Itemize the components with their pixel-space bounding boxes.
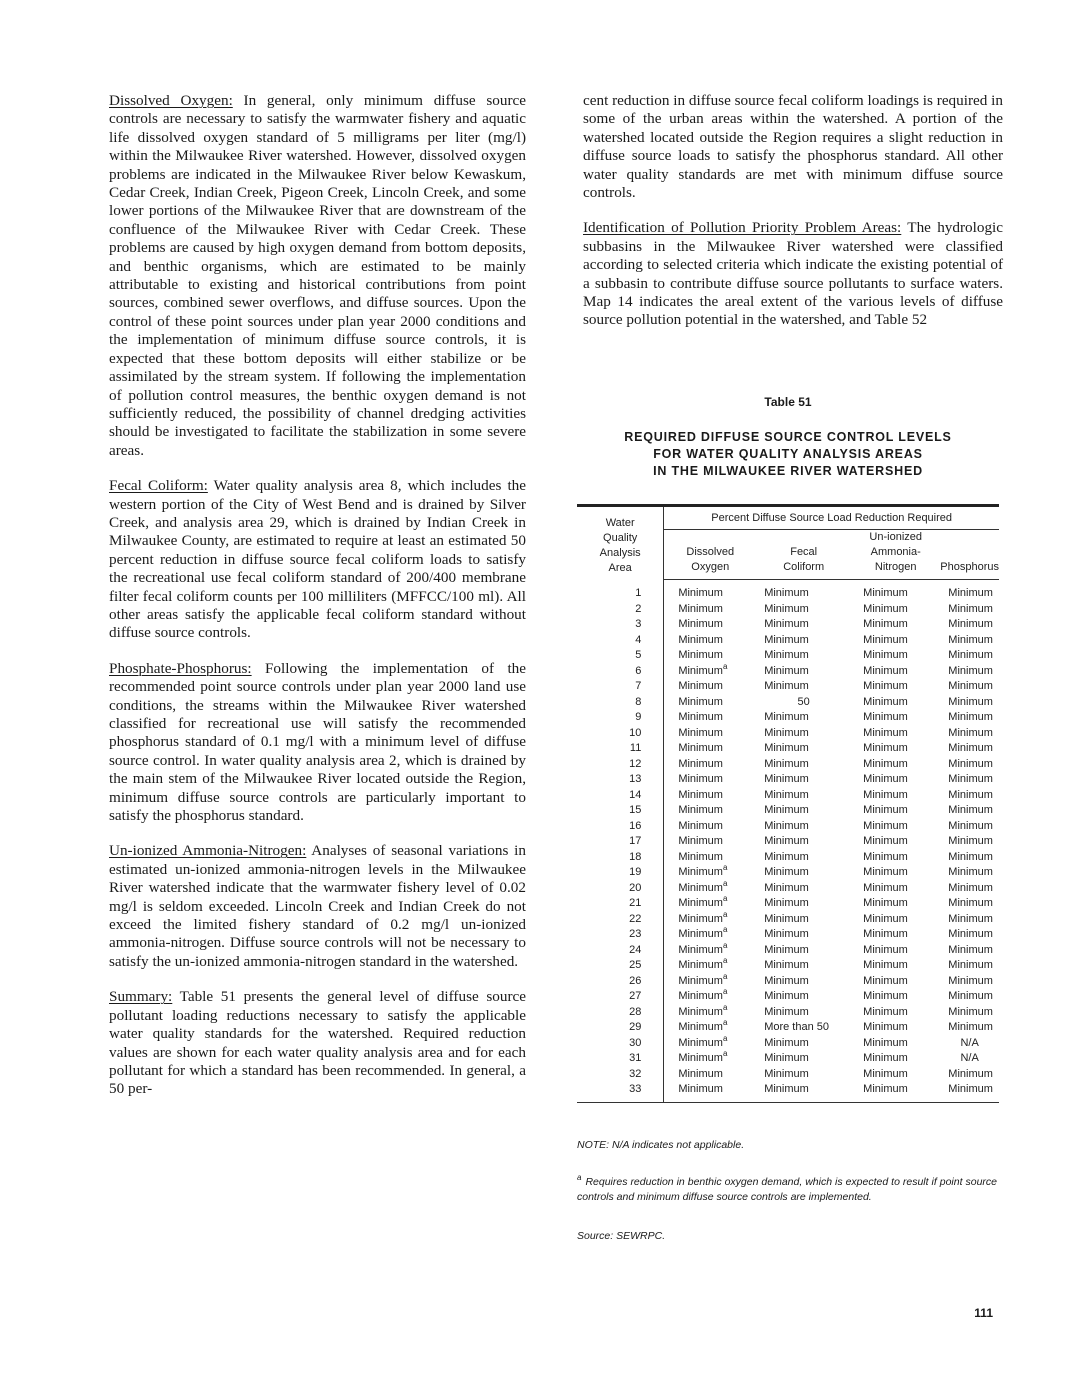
- table-title-line: REQUIRED DIFFUSE SOURCE CONTROL LEVELS: [624, 430, 952, 444]
- cell-area: 27: [577, 989, 664, 1005]
- cell-fecal-coliform: Minimum: [764, 711, 809, 723]
- cell-value: Minimum: [678, 633, 723, 646]
- cell-area: 3: [577, 617, 664, 633]
- table-row: [577, 819, 999, 835]
- cell-value: Minimum: [678, 1021, 723, 1033]
- paragraph: [583, 92, 1003, 202]
- header-area-line: Analysis: [599, 546, 641, 559]
- cell-fecal-coliform: Minimum: [764, 1052, 809, 1064]
- cell-dissolved-oxygen: [664, 580, 756, 602]
- cell-ammonia-nitrogen: Minimum: [863, 804, 908, 816]
- cell-ammonia-nitrogen: Minimum: [863, 943, 908, 956]
- paragraph-heading: Identification of Pollution Priority Problem Areas:: [583, 219, 902, 237]
- cell-value: Minimum: [678, 959, 723, 971]
- cell-dissolved-oxygen: [664, 971, 756, 990]
- table-row: [577, 943, 999, 959]
- cell-value: Minimum: [678, 757, 723, 770]
- footnote-marker: a: [577, 1173, 582, 1182]
- cell-fecal-coliform: Minimum: [764, 633, 809, 646]
- cell-ammonia-nitrogen: Minimum: [863, 897, 908, 909]
- cell-value: Minimum: [678, 990, 723, 1002]
- table-row: [577, 741, 999, 757]
- cell-fecal-coliform: Minimum: [764, 1083, 809, 1095]
- cell-area: 4: [577, 633, 664, 649]
- cell-ammonia-nitrogen: Minimum: [863, 680, 908, 692]
- cell-area: 20: [577, 881, 664, 897]
- cell-fecal-coliform: Minimum: [764, 773, 809, 785]
- cell-dissolved-oxygen: [664, 1067, 756, 1083]
- cell-phosphorus: Minimum: [948, 1021, 993, 1033]
- cell-phosphorus: Minimum: [948, 711, 993, 723]
- cell-fecal-coliform: Minimum: [764, 897, 809, 909]
- cell-value: Minimum: [678, 773, 723, 785]
- cell-area: 21: [577, 896, 664, 912]
- table-row: [577, 896, 999, 912]
- cell-ammonia-nitrogen: Minimum: [863, 1021, 908, 1033]
- column-header-line: Un-ionized: [869, 531, 923, 543]
- footnote-ref: a: [722, 1033, 728, 1043]
- table-row: [577, 1036, 999, 1052]
- table-row: [577, 927, 999, 943]
- cell-area: 31: [577, 1051, 664, 1067]
- cell-value: Minimum: [678, 819, 723, 832]
- cell-fecal-coliform: Minimum: [764, 1036, 809, 1049]
- cell-fecal-coliform: Minimum: [764, 959, 809, 971]
- cell-phosphorus: Minimum: [948, 990, 993, 1002]
- cell-area: 13: [577, 772, 664, 788]
- cell-area: 16: [577, 819, 664, 835]
- cell-phosphorus: Minimum: [948, 819, 993, 832]
- table-row: [577, 834, 999, 850]
- cell-fecal-coliform: Minimum: [764, 1067, 809, 1080]
- cell-value: Minimum: [678, 804, 723, 816]
- cell-phosphorus: Minimum: [948, 850, 993, 863]
- control-levels-table: [577, 507, 999, 1102]
- paragraph-text: In general, only minimum diffuse source controls are necessary to satisfy the warmwater fishery and aquatic life dissolved oxygen standard of 5 milligrams per liter (mg/l) within the Milwaukee River watershed. However, dissolved oxygen problems are indicated in the Milwaukee River below Kewaskum, Cedar Creek, Indian Creek, Pigeon Creek, Lincoln Creek, and some lower portions of the Milwaukee River that are downstream of the confluence of the Milwaukee River with Cedar Creek. These problems are caused by high oxygen demand from bottom deposits, and benthic organisms, which are estimated to be mainly attributable to existing and historical contributions from point sources, combined sewer overflows, and diffuse sources. Upon the control of these point sources under plan year 2000 conditions and the implementation of minimum diffuse source controls, it is expected that these bottom deposits will either stabilize or be assimilated by the stream system. If following the implementation of pollution control measures, the benthic oxygen demand is not sufficiently reduced, the possibility of channel dredging activities should be investigated to facilitate the stabilization in some severe areas.: [109, 92, 526, 459]
- cell-fecal-coliform: Minimum: [764, 602, 809, 615]
- cell-area: 32: [577, 1067, 664, 1083]
- cell-value: Minimum: [678, 943, 723, 956]
- column-header-line: Oxygen: [691, 561, 730, 573]
- cell-value: Minimum: [678, 974, 723, 987]
- cell-phosphorus: Minimum: [948, 602, 993, 615]
- table-row: [577, 602, 999, 618]
- cell-value: Minimum: [678, 912, 723, 925]
- cell-fecal-coliform: Minimum: [764, 664, 809, 677]
- cell-area: 15: [577, 803, 664, 819]
- cell-fecal-coliform: Minimum: [764, 1005, 809, 1018]
- cell-fecal-coliform: Minimum: [764, 587, 809, 599]
- table-bottom-rule: [577, 1102, 999, 1103]
- cell-value: Minimum: [678, 866, 723, 878]
- cell-dissolved-oxygen: [664, 617, 756, 633]
- cell-ammonia-nitrogen: Minimum: [863, 664, 908, 677]
- cell-value: Minimum: [678, 1067, 723, 1080]
- cell-phosphorus: Minimum: [948, 773, 993, 785]
- cell-dissolved-oxygen: [664, 710, 756, 726]
- cell-phosphorus: Minimum: [948, 804, 993, 816]
- footnote-ref: a: [722, 940, 728, 950]
- paragraph-heading: Dissolved Oxygen:: [109, 92, 233, 109]
- cell-phosphorus: Minimum: [948, 742, 993, 754]
- cell-dissolved-oxygen: [664, 958, 756, 974]
- table-row: [577, 695, 999, 711]
- header-area-line: Water: [605, 516, 635, 529]
- cell-dissolved-oxygen: [664, 757, 756, 773]
- cell-dissolved-oxygen: [664, 1020, 756, 1036]
- cell-ammonia-nitrogen: Minimum: [863, 649, 908, 661]
- cell-value: Minimum: [678, 726, 723, 739]
- paragraph: [109, 92, 526, 460]
- table-footnote: [577, 1170, 997, 1205]
- table-title-line: FOR WATER QUALITY ANALYSIS AREAS: [653, 447, 923, 461]
- column-header-line: Dissolved: [686, 546, 735, 558]
- cell-ammonia-nitrogen: Minimum: [863, 726, 908, 739]
- cell-ammonia-nitrogen: Minimum: [863, 633, 908, 646]
- cell-phosphorus: Minimum: [948, 959, 993, 971]
- cell-phosphorus: Minimum: [948, 1067, 993, 1080]
- cell-phosphorus: Minimum: [948, 1083, 993, 1095]
- cell-fecal-coliform: Minimum: [764, 866, 809, 878]
- column-header: [664, 530, 756, 580]
- paragraph: [583, 219, 1003, 329]
- cell-area: 24: [577, 943, 664, 959]
- cell-ammonia-nitrogen: Minimum: [863, 1052, 908, 1064]
- cell-dissolved-oxygen: [664, 633, 756, 649]
- cell-fecal-coliform: Minimum: [764, 788, 809, 801]
- cell-area: 8: [577, 695, 664, 711]
- cell-value: Minimum: [678, 835, 723, 847]
- table-row: [577, 710, 999, 726]
- cell-phosphorus: Minimum: [948, 881, 993, 894]
- cell-ammonia-nitrogen: Minimum: [863, 1067, 908, 1080]
- footnote-ref: a: [722, 925, 728, 934]
- table-row: [577, 1020, 999, 1036]
- cell-phosphorus: Minimum: [948, 1005, 993, 1018]
- cell-fecal-coliform: More than 50: [764, 1021, 830, 1033]
- cell-phosphorus: Minimum: [948, 974, 993, 987]
- cell-phosphorus: Minimum: [948, 928, 993, 940]
- cell-ammonia-nitrogen: Minimum: [863, 711, 908, 723]
- cell-dissolved-oxygen: [664, 788, 756, 804]
- cell-phosphorus: Minimum: [948, 664, 993, 677]
- footnote-ref: a: [722, 863, 728, 872]
- table-row: [577, 989, 999, 1005]
- column-header-line: Nitrogen: [874, 561, 917, 573]
- cell-fecal-coliform: Minimum: [764, 943, 809, 956]
- cell-dissolved-oxygen: [664, 896, 756, 912]
- header-area-line: Quality: [603, 531, 638, 544]
- cell-area: 2: [577, 602, 664, 618]
- cell-dissolved-oxygen: [664, 878, 756, 897]
- paragraph-heading: Fecal Coliform:: [109, 477, 208, 495]
- cell-fecal-coliform: Minimum: [764, 742, 809, 754]
- cell-phosphorus: Minimum: [948, 695, 993, 708]
- footnote-ref: a: [722, 1002, 728, 1012]
- paragraph-heading: Un-ionized Ammonia-Nitrogen:: [109, 842, 307, 860]
- cell-value: Minimum: [678, 618, 723, 630]
- cell-ammonia-nitrogen: Minimum: [863, 1036, 908, 1049]
- cell-value: Minimum: [678, 649, 723, 661]
- table-row: [577, 617, 999, 633]
- cell-dissolved-oxygen: [664, 909, 756, 928]
- footnote-ref: a: [722, 661, 728, 671]
- cell-ammonia-nitrogen: Minimum: [863, 866, 908, 878]
- cell-area: 19: [577, 865, 664, 881]
- table-row: [577, 850, 999, 866]
- paragraph-text: Table 51 presents the general level of diffuse source pollutant loading reductions necessary to satisfy the applicable water quality standards for the watershed. Required reduction values are shown for each water quality analysis area and for each pollutant for which a standard has been recommended. In general, a 50 per-: [109, 988, 526, 1098]
- cell-value: Minimum: [678, 897, 723, 909]
- table-row: [577, 757, 999, 773]
- cell-phosphorus: Minimum: [948, 757, 993, 770]
- footnote-ref: a: [722, 909, 728, 919]
- cell-dissolved-oxygen: [664, 850, 756, 866]
- paragraph: [109, 477, 526, 643]
- footnote-ref: a: [722, 894, 728, 903]
- table-row: [577, 1051, 999, 1067]
- cell-dissolved-oxygen: [664, 1051, 756, 1067]
- table-row: [577, 958, 999, 974]
- column-header-line: Coliform: [783, 561, 825, 573]
- cell-ammonia-nitrogen: Minimum: [863, 1083, 908, 1095]
- cell-value: Minimum: [678, 1005, 723, 1018]
- cell-area: 28: [577, 1005, 664, 1021]
- cell-ammonia-nitrogen: Minimum: [863, 757, 908, 770]
- cell-fecal-coliform: Minimum: [764, 881, 809, 894]
- cell-value: Minimum: [678, 664, 723, 677]
- cell-fecal-coliform: Minimum: [764, 835, 809, 847]
- column-header-line: Fecal: [790, 546, 818, 558]
- cell-dissolved-oxygen: [664, 940, 756, 959]
- table-title: [577, 429, 999, 480]
- column-header-line: Phosphorus: [940, 561, 999, 573]
- cell-ammonia-nitrogen: Minimum: [863, 959, 908, 971]
- cell-dissolved-oxygen: [664, 741, 756, 757]
- page-number: 111: [974, 1306, 993, 1320]
- cell-fecal-coliform: Minimum: [764, 819, 809, 832]
- footnote-ref: a: [722, 987, 728, 996]
- cell-phosphorus: Minimum: [948, 587, 993, 599]
- cell-fecal-coliform: Minimum: [764, 804, 809, 816]
- cell-ammonia-nitrogen: Minimum: [863, 742, 908, 754]
- cell-area: 17: [577, 834, 664, 850]
- cell-phosphorus: Minimum: [948, 943, 993, 956]
- cell-phosphorus: Minimum: [948, 633, 993, 646]
- paragraph-heading: Phosphate-Phosphorus:: [109, 659, 252, 677]
- cell-value: Minimum: [678, 881, 723, 894]
- paragraph-text: cent reduction in diffuse source fecal coliform loadings is required in some of the urban areas within the watershed. A portion of the watershed located outside the Region requires a slight reduction in diffuse source loads to satisfy the phosphorus standard. All other water quality standards are met with minimum diffuse source controls.: [583, 92, 1003, 202]
- cell-area: 10: [577, 726, 664, 742]
- cell-dissolved-oxygen: [664, 648, 756, 664]
- cell-dissolved-oxygen: [664, 726, 756, 742]
- cell-value: Minimum: [678, 1052, 723, 1064]
- cell-ammonia-nitrogen: Minimum: [863, 602, 908, 615]
- cell-ammonia-nitrogen: Minimum: [863, 881, 908, 894]
- cell-value: Minimum: [678, 1036, 723, 1049]
- footnote-ref: a: [722, 1018, 728, 1027]
- cell-fecal-coliform: Minimum: [764, 680, 809, 692]
- left-column: [109, 92, 526, 1099]
- table-51: [577, 395, 999, 1103]
- cell-dissolved-oxygen: [664, 865, 756, 881]
- cell-phosphorus: N/A: [960, 1036, 979, 1049]
- cell-value: Minimum: [678, 711, 723, 723]
- table-row: [577, 865, 999, 881]
- cell-ammonia-nitrogen: Minimum: [863, 835, 908, 847]
- cell-phosphorus: Minimum: [948, 897, 993, 909]
- footnote-ref: a: [722, 878, 728, 888]
- cell-dissolved-oxygen: [664, 819, 756, 835]
- cell-phosphorus: Minimum: [948, 835, 993, 847]
- cell-phosphorus: Minimum: [948, 649, 993, 661]
- cell-phosphorus: Minimum: [948, 680, 993, 692]
- cell-area: 25: [577, 958, 664, 974]
- cell-fecal-coliform: Minimum: [764, 912, 809, 925]
- cell-ammonia-nitrogen: Minimum: [863, 695, 908, 708]
- table-row: [577, 580, 999, 602]
- column-header: [851, 530, 940, 580]
- cell-ammonia-nitrogen: Minimum: [863, 587, 908, 599]
- cell-phosphorus: Minimum: [948, 726, 993, 739]
- cell-value: Minimum: [678, 788, 723, 801]
- cell-area: 11: [577, 741, 664, 757]
- cell-dissolved-oxygen: [664, 1033, 756, 1052]
- cell-dissolved-oxygen: [664, 834, 756, 850]
- cell-fecal-coliform: 50: [797, 695, 810, 708]
- cell-fecal-coliform: Minimum: [764, 990, 809, 1002]
- table-row: [577, 772, 999, 788]
- column-header-line: Ammonia-: [870, 546, 921, 558]
- table-number: Table 51: [764, 395, 812, 409]
- cell-ammonia-nitrogen: Minimum: [863, 990, 908, 1002]
- paragraph: [109, 988, 526, 1098]
- right-column: [583, 92, 1003, 330]
- cell-dissolved-oxygen: [664, 695, 756, 711]
- paragraph-text: Analyses of seasonal variations in estimated un-ionized ammonia-nitrogen levels in the Milwaukee River watershed indicate that the warmwater fishery level of 0.02 mg/l is seldom exceeded. Lincoln Creek and Indian Creek do not exceed the limited fishery standard of 0.2 mg/l un-ionized ammonia-nitrogen. Diffuse source controls will not be necessary to satisfy the un-ionized ammonia-nitrogen standard in the watershed.: [109, 842, 526, 970]
- cell-value: Minimum: [678, 602, 723, 615]
- table-row: [577, 648, 999, 664]
- cell-ammonia-nitrogen: Minimum: [863, 819, 908, 832]
- table-source: Source: SEWRPC.: [577, 1230, 666, 1242]
- cell-phosphorus: Minimum: [948, 912, 993, 925]
- cell-area: 23: [577, 927, 664, 943]
- cell-value: Minimum: [678, 928, 723, 940]
- cell-ammonia-nitrogen: Minimum: [863, 788, 908, 801]
- paragraph-text: Water quality analysis area 8, which includes the western portion of the City of West Bend and is drained by Silver Creek, and analysis area 29, which is drained by Indian Creek in Milwaukee County, are estimated to require at least an estimated 50 percent reduction in diffuse source fecal coliform loads to satisfy the recreational use fecal coliform standard of 200/400 membrane filter fecal coliform counts per 100 milliliters (MFFCC/100 ml). All other areas satisfy the applicable fecal coliform standard without diffuse source controls.: [109, 477, 526, 642]
- cell-value: Minimum: [678, 587, 723, 599]
- cell-ammonia-nitrogen: Minimum: [863, 773, 908, 785]
- cell-fecal-coliform: Minimum: [764, 974, 809, 987]
- cell-fecal-coliform: Minimum: [764, 618, 809, 630]
- footnote-ref: a: [722, 971, 728, 981]
- cell-fecal-coliform: Minimum: [764, 928, 809, 940]
- cell-phosphorus: Minimum: [948, 788, 993, 801]
- cell-area: 1: [577, 580, 664, 602]
- cell-ammonia-nitrogen: Minimum: [863, 618, 908, 630]
- table-row: [577, 1082, 999, 1102]
- cell-area: 5: [577, 648, 664, 664]
- cell-fecal-coliform: Minimum: [764, 726, 809, 739]
- cell-fecal-coliform: Minimum: [764, 649, 809, 661]
- cell-area: 22: [577, 912, 664, 928]
- cell-ammonia-nitrogen: Minimum: [863, 850, 908, 863]
- table-row: [577, 679, 999, 695]
- cell-value: Minimum: [678, 850, 723, 863]
- cell-value: Minimum: [678, 742, 723, 754]
- header-span: Percent Diffuse Source Load Reduction Required: [664, 507, 999, 530]
- paragraph-text: The hydrologic subbasins in the Milwaukee River watershed were classified according to selected criteria which indicate the existing potential of a subbasin to contribute diffuse source pollutants to surface waters. Map 14 indicates the areal extent of the various levels of diffuse source pollution potential in the watershed, and Table 52: [583, 219, 1003, 329]
- table-row: [577, 664, 999, 680]
- cell-area: 9: [577, 710, 664, 726]
- cell-dissolved-oxygen: [664, 1002, 756, 1021]
- cell-dissolved-oxygen: [664, 661, 756, 680]
- footnote-ref: a: [722, 956, 728, 965]
- cell-area: 26: [577, 974, 664, 990]
- cell-area: 29: [577, 1020, 664, 1036]
- table-row: [577, 1067, 999, 1083]
- cell-dissolved-oxygen: [664, 989, 756, 1005]
- table-row: [577, 881, 999, 897]
- column-header: [940, 530, 999, 580]
- paragraph: [109, 842, 526, 971]
- table-note: NOTE: N/A indicates not applicable.: [577, 1139, 745, 1151]
- cell-dissolved-oxygen: [664, 602, 756, 618]
- cell-area: 33: [577, 1082, 664, 1102]
- cell-area: 6: [577, 664, 664, 680]
- cell-area: 12: [577, 757, 664, 773]
- footnote-text: Requires reduction in benthic oxygen demand, which is expected to result if point source controls and minimum diffuse source controls are implemented.: [577, 1176, 997, 1203]
- cell-value: Minimum: [678, 680, 723, 692]
- cell-dissolved-oxygen: [664, 679, 756, 695]
- paragraph-text: Following the implementation of the recommended point source controls under plan year 2000 land use conditions, the streams within the Milwaukee River watershed classified for recreational use will satisfy the recommended phosphorus standard of 0.1 mg/l with a minimum level of diffuse source control. In water quality analysis area 2, which is drained by the main stem of the Milwaukee River located outside the Region, minimum diffuse source controls are particularly important to satisfy the phosphorus standard.: [109, 659, 526, 825]
- table-row: [577, 1005, 999, 1021]
- cell-ammonia-nitrogen: Minimum: [863, 928, 908, 940]
- cell-fecal-coliform: Minimum: [764, 757, 809, 770]
- cell-value: Minimum: [678, 695, 723, 708]
- paragraph-heading: Summary:: [109, 988, 173, 1006]
- column-header: [756, 530, 851, 580]
- cell-ammonia-nitrogen: Minimum: [863, 974, 908, 987]
- cell-ammonia-nitrogen: Minimum: [863, 912, 908, 925]
- cell-value: Minimum: [678, 1083, 723, 1095]
- cell-ammonia-nitrogen: Minimum: [863, 1005, 908, 1018]
- table-row: [577, 633, 999, 649]
- cell-phosphorus: Minimum: [948, 618, 993, 630]
- paragraph: [109, 660, 526, 826]
- table-row: [577, 974, 999, 990]
- cell-area: 18: [577, 850, 664, 866]
- cell-phosphorus: Minimum: [948, 866, 993, 878]
- table-row: [577, 803, 999, 819]
- header-area: [577, 507, 664, 580]
- table-row: [577, 726, 999, 742]
- cell-phosphorus: N/A: [960, 1052, 979, 1064]
- cell-dissolved-oxygen: [664, 1082, 756, 1102]
- table-title-line: IN THE MILWAUKEE RIVER WATERSHED: [653, 464, 923, 478]
- cell-area: 30: [577, 1036, 664, 1052]
- cell-dissolved-oxygen: [664, 772, 756, 788]
- cell-fecal-coliform: Minimum: [764, 850, 809, 863]
- cell-dissolved-oxygen: [664, 927, 756, 943]
- cell-area: 7: [577, 679, 664, 695]
- cell-dissolved-oxygen: [664, 803, 756, 819]
- cell-area: 14: [577, 788, 664, 804]
- header-area-line: Area: [608, 561, 632, 574]
- table-row: [577, 788, 999, 804]
- footnote-ref: a: [722, 1049, 728, 1058]
- table-row: [577, 912, 999, 928]
